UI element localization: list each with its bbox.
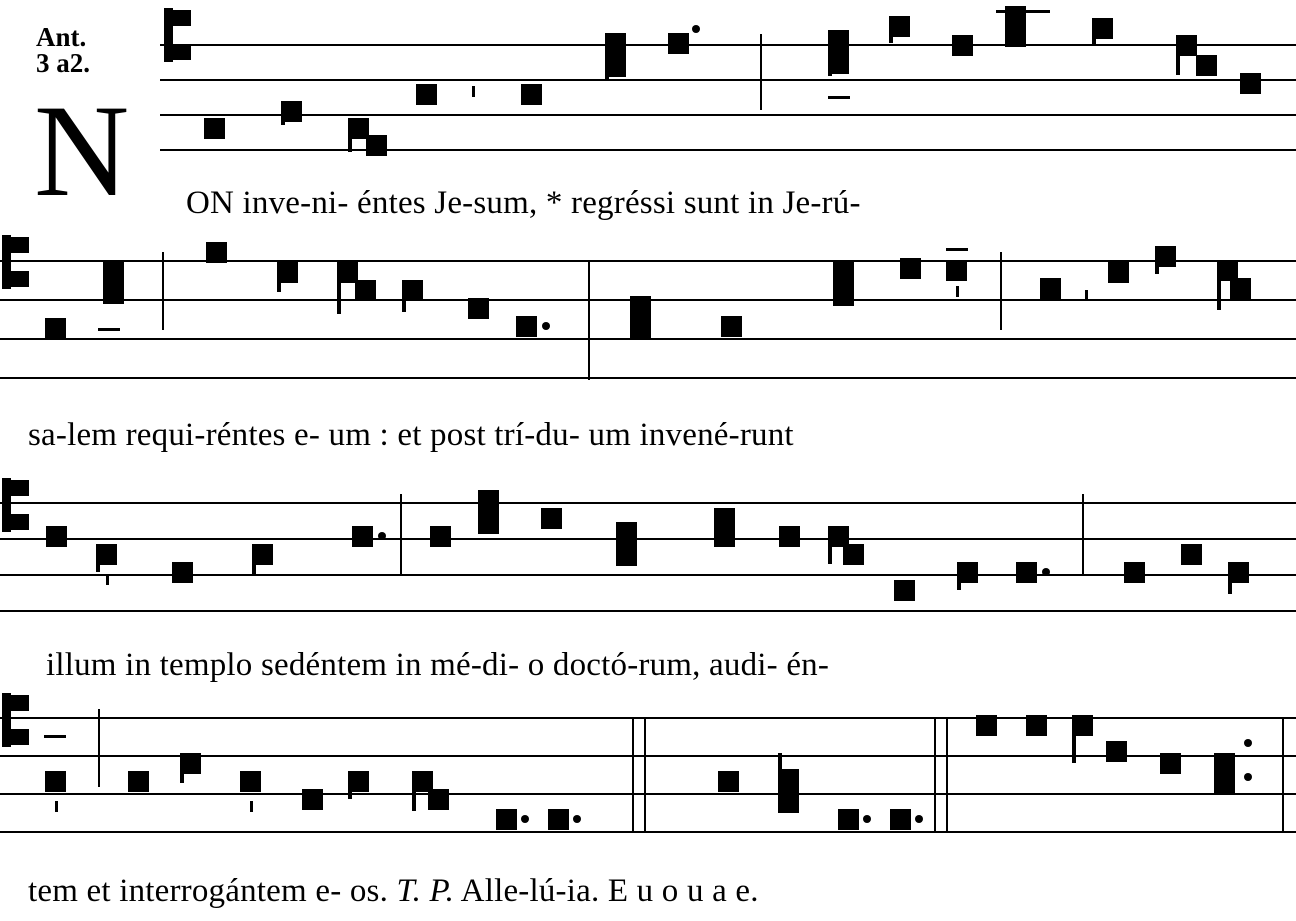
neume-note	[714, 526, 735, 547]
neume-note	[302, 789, 323, 810]
punctum-dot	[1042, 568, 1050, 576]
c-clef-icon	[2, 478, 32, 532]
neume-stem	[630, 296, 634, 336]
neume-note	[900, 258, 921, 279]
neume-stem	[478, 490, 482, 534]
neume-note	[952, 35, 973, 56]
staff-line	[160, 114, 1296, 116]
lyrics-line-3: illum in templo sedéntem in mé-di- o doctó-rum, audi- én-	[46, 647, 830, 683]
neume-note	[1214, 753, 1235, 774]
punctum-dot	[378, 532, 386, 540]
chant-system-1	[0, 0, 1296, 230]
rubric-ant: Ant.	[36, 22, 87, 52]
double-barline	[934, 717, 936, 833]
neume-note	[46, 526, 67, 547]
neume-note	[1160, 753, 1181, 774]
neume-note	[45, 318, 66, 339]
horizontal-episema	[828, 96, 850, 99]
neume-note	[521, 84, 542, 105]
neume-note	[838, 809, 859, 830]
custos-icon	[1276, 516, 1290, 542]
c-clef-icon	[2, 235, 32, 289]
neume-note	[721, 316, 742, 337]
staff-line	[0, 377, 1296, 379]
punctum-dot	[915, 815, 923, 823]
c-clef-icon	[164, 8, 194, 62]
double-barline	[644, 717, 646, 833]
neume-note	[1026, 715, 1047, 736]
punctum-dot	[521, 815, 529, 823]
staff-line	[0, 260, 1296, 262]
final-barline	[1282, 717, 1284, 833]
neume-note	[516, 316, 537, 337]
neume-note	[206, 242, 227, 263]
ictus-mark	[55, 801, 58, 812]
neume-note	[428, 789, 449, 810]
barline	[1082, 494, 1084, 574]
barline	[98, 709, 100, 787]
neume-note	[779, 526, 800, 547]
neume-stem	[103, 260, 107, 304]
ictus-mark	[1085, 290, 1088, 301]
barline	[1000, 252, 1002, 330]
staff-line	[160, 149, 1296, 151]
staff-line	[160, 44, 1296, 46]
barline	[162, 252, 164, 330]
barline	[760, 34, 762, 110]
neume-stem	[1092, 18, 1096, 46]
neume-note	[718, 771, 739, 792]
neume-note	[1181, 544, 1202, 565]
neume-stem	[412, 771, 416, 811]
punctum-dot	[542, 322, 550, 330]
neume-note	[366, 135, 387, 156]
staff-3	[0, 470, 1296, 620]
neume-note	[1196, 55, 1217, 76]
neume-note	[1106, 741, 1127, 762]
barline	[400, 494, 402, 574]
neume-note	[1124, 562, 1145, 583]
neume-note	[946, 260, 967, 281]
ictus-mark	[106, 574, 109, 585]
neume-note	[778, 769, 799, 813]
neume-stem	[180, 753, 184, 783]
staff-line	[0, 538, 1296, 540]
staff-line	[0, 610, 1296, 612]
chant-system-3	[0, 470, 1296, 695]
lyrics-segment: Alle-lú-ia. E u o u a e.	[454, 873, 759, 909]
neume-note	[496, 809, 517, 830]
staff-line	[0, 574, 1296, 576]
neume-note	[548, 809, 569, 830]
punctum-dot	[863, 815, 871, 823]
lyrics-line-1: ON inve-ni- éntes Je-sum, * regréssi sunt in Je-rú-	[186, 185, 861, 221]
neume-note	[172, 562, 193, 583]
neume-stem	[1072, 715, 1076, 763]
lyrics-line-4	[28, 873, 1296, 910]
neume-note	[843, 544, 864, 565]
custos-icon	[1276, 288, 1290, 314]
neume-note	[1240, 73, 1261, 94]
neume-note	[890, 809, 911, 830]
staff-1	[0, 0, 1296, 160]
neume-note	[45, 771, 66, 792]
lyrics-rubric-tp: T. P.	[396, 873, 455, 909]
c-clef-icon	[2, 693, 32, 747]
staff-2	[0, 240, 1296, 390]
rubric-mode: 3 a2.	[36, 48, 90, 78]
horizontal-episema	[98, 328, 120, 331]
neume-note	[355, 280, 376, 301]
neume-stem	[828, 30, 832, 76]
staff-line	[0, 717, 1296, 719]
neume-note	[352, 526, 373, 547]
punctum-dot	[573, 815, 581, 823]
neume-note	[894, 580, 915, 601]
neume-stem	[616, 522, 620, 554]
neume-note	[430, 526, 451, 547]
horizontal-episema	[946, 248, 968, 251]
neume-note	[468, 298, 489, 319]
neume-stem	[277, 262, 281, 292]
neume-stem	[828, 526, 832, 564]
ictus-mark	[472, 86, 475, 97]
neume-note	[976, 715, 997, 736]
neume-note	[668, 33, 689, 54]
neume-stem	[348, 118, 352, 152]
lyrics-segment: tem et interrogántem e- os.	[28, 873, 397, 909]
punctum-dot	[1244, 773, 1252, 781]
neume-stem	[348, 771, 352, 799]
punctum-dot	[692, 25, 700, 33]
staff-line	[0, 831, 1296, 833]
neume-note	[1214, 773, 1235, 794]
neume-stem	[281, 101, 285, 125]
chant-system-2	[0, 240, 1296, 465]
ictus-mark	[250, 801, 253, 812]
neume-stem	[833, 262, 837, 304]
neume-stem	[402, 280, 406, 312]
neume-stem	[337, 262, 341, 314]
neume-stem	[1217, 260, 1221, 310]
neume-stem	[1176, 35, 1180, 75]
horizontal-episema	[996, 10, 1050, 13]
double-barline	[632, 717, 634, 833]
ictus-mark	[956, 286, 959, 297]
neume-note	[1040, 278, 1061, 299]
neume-note	[416, 84, 437, 105]
barline	[588, 260, 590, 380]
punctum-dot	[1244, 739, 1252, 747]
neume-note	[1016, 562, 1037, 583]
staff-line	[0, 502, 1296, 504]
neume-stem	[1228, 562, 1232, 594]
staff-4	[0, 695, 1296, 845]
horizontal-episema	[44, 735, 66, 738]
neume-note	[541, 508, 562, 529]
neume-stem	[605, 33, 609, 81]
neume-stem	[252, 544, 256, 574]
neume-stem	[96, 544, 100, 572]
neume-stem	[778, 753, 782, 773]
neume-note	[1230, 278, 1251, 299]
staff-line	[160, 79, 1296, 81]
staff-line	[0, 793, 1296, 795]
chant-system-4	[0, 695, 1296, 921]
neume-stem	[957, 562, 961, 590]
double-barline	[946, 717, 948, 833]
neume-note	[1005, 26, 1026, 47]
neume-note	[128, 771, 149, 792]
neume-note	[1108, 262, 1129, 283]
drop-cap: N	[34, 77, 130, 224]
neume-note	[240, 771, 261, 792]
neume-note	[204, 118, 225, 139]
lyrics-line-2: sa-lem requi-réntes e- um : et post trí-du- um invené-runt	[28, 417, 794, 453]
neume-stem	[889, 16, 893, 43]
neume-stem	[1155, 246, 1159, 274]
custos-icon	[1276, 76, 1290, 102]
